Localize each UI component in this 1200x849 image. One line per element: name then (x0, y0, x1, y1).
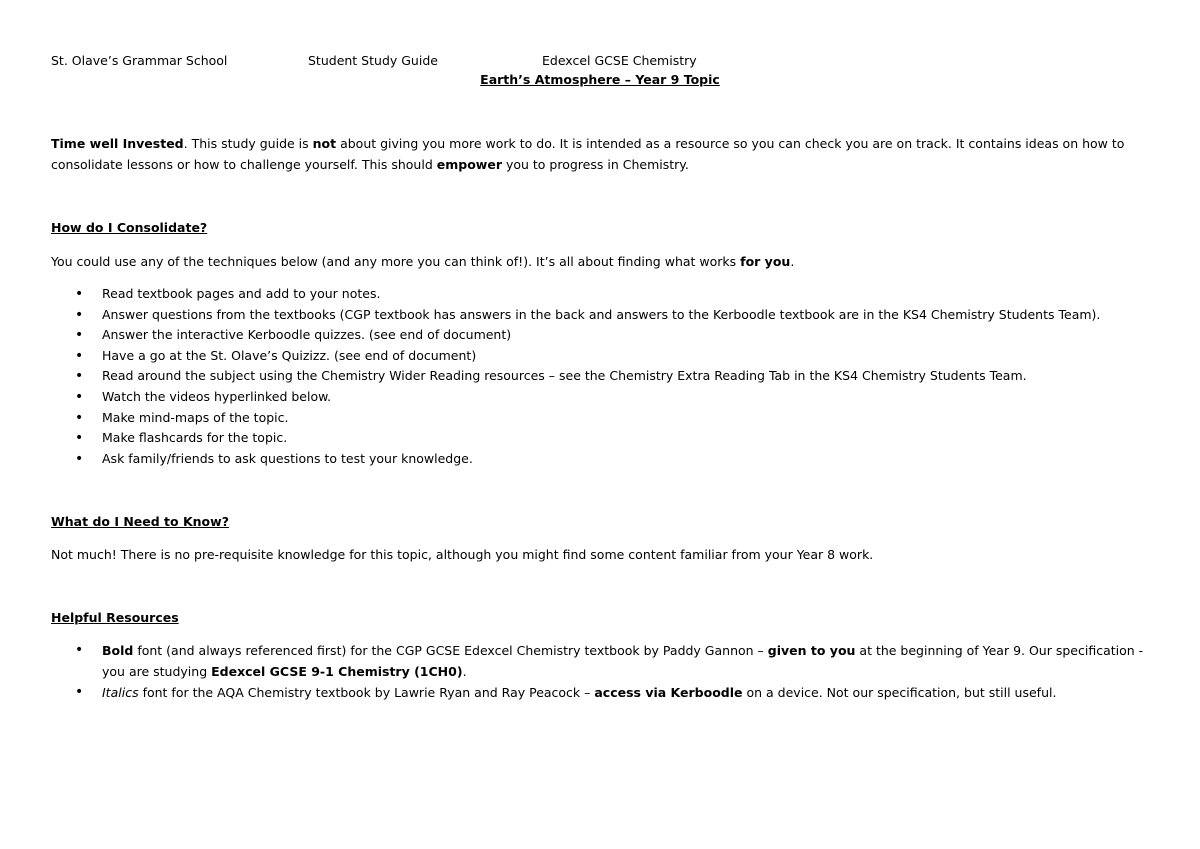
need-text: Not much! There is no pre-requisite knowledge for this topic, although you might find some content familiar from your Year 8 work. (51, 547, 874, 562)
intro-lead: Time well Invested (51, 136, 184, 151)
list-item: • Read textbook pages and add to your notes. (51, 284, 1151, 305)
list-item: • Ask family/friends to ask questions to test your knowledge. (51, 449, 1151, 470)
resources-list (51, 640, 1151, 703)
intro-paragraph: Time well Invested. This study guide is not about giving you more work to do. It is intended as a resource so you can check you are on track. It contains ideas on how to consolidate lessons or how to challenge yourself. This should empower you to progress in Chemistry. (51, 136, 1125, 172)
page-title: Earth’s Atmosphere – Year 9 Topic (480, 72, 720, 87)
list-item: • Answer the interactive Kerboodle quizzes. (see end of document) (51, 325, 1151, 346)
guide-label: Student Study Guide (308, 53, 438, 68)
list-item: • Make mind-maps of the topic. (51, 408, 1151, 429)
list-item: • Answer questions from the textbooks (CGP textbook has answers in the back and answers to the Kerboodle textbook are in the KS4 Chemistry Students Team). (51, 305, 1151, 326)
list-item: • Bold font (and always referenced first) for the CGP GCSE Edexcel Chemistry textbook by Paddy Gannon – given to you at the beginning of Year 9. Our specification - you are studying Edexcel GCSE 9-1 Chemistry (1CH0). (51, 640, 1151, 682)
resources-heading: Helpful Resources (51, 610, 179, 625)
list-item: • Make flashcards for the topic. (51, 428, 1151, 449)
list-item: • Have a go at the St. Olave’s Quizizz. (see end of document) (51, 346, 1151, 367)
need-heading: What do I Need to Know? (51, 514, 229, 529)
list-item: • Read around the subject using the Chemistry Wider Reading resources – see the Chemistry Extra Reading Tab in the KS4 Chemistry Students Team. (51, 366, 1151, 387)
school-name: St. Olave’s Grammar School (51, 53, 228, 68)
list-item: • Watch the videos hyperlinked below. (51, 387, 1151, 408)
consolidate-lead: You could use any of the techniques below (and any more you can think of!). It’s all about finding what works for you. (51, 254, 795, 269)
list-item: • Italics font for the AQA Chemistry textbook by Lawrie Ryan and Ray Peacock – access via Kerboodle on a device. Not our specification, but still useful. (51, 682, 1151, 703)
technique-list (51, 284, 1151, 469)
course-label: Edexcel GCSE Chemistry (542, 53, 697, 68)
consolidate-heading: How do I Consolidate? (51, 220, 208, 235)
